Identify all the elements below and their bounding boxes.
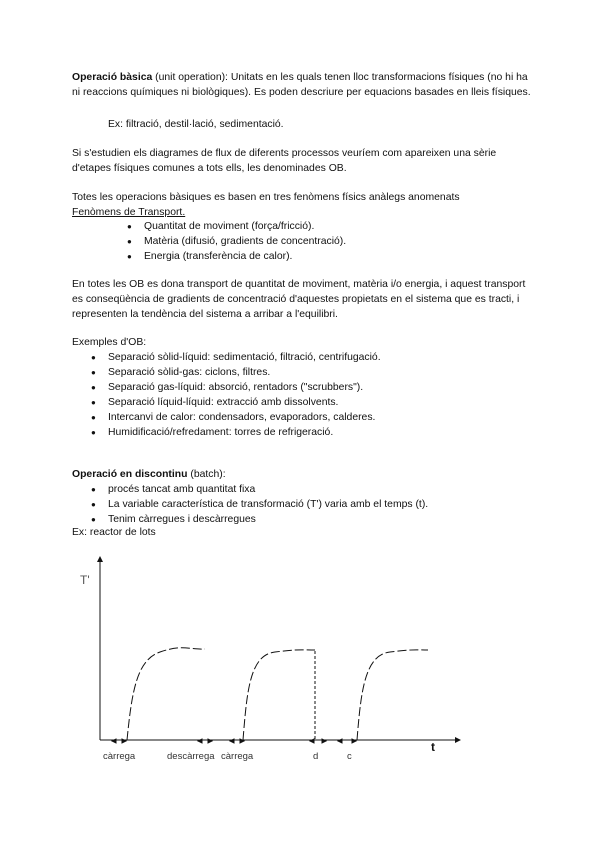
list-item: ● Tenim càrregues i descàrregues: [72, 512, 532, 527]
list-item: ● La variable característica de transformació (T') varia amb el temps (t).: [72, 497, 532, 512]
batch-title: Operació en discontinu: [72, 469, 188, 480]
cycle-3-curve: [357, 650, 428, 740]
list-item: ● Separació líquid-líquid: extracció amb dissolvents.: [72, 395, 532, 410]
list-item: ● Matèria (difusió, gradients de concentració).: [72, 234, 532, 249]
annotation-c: c: [347, 751, 352, 762]
y-axis-arrowhead: [97, 556, 103, 562]
annotation-descarrega: descàrrega: [167, 751, 215, 762]
cycle-2-curve: [243, 650, 315, 740]
list-item: ● Separació sòlid-gas: ciclons, filtres.: [72, 365, 532, 380]
x-axis-label: t: [431, 740, 435, 754]
phenomena-intro-text: Totes les operacions bàsiques es basen en tres fenòmens físics anàlegs anomenats: [72, 192, 460, 203]
list-item: ● Intercanvi de calor: condensadors, evaporadors, calderes.: [72, 410, 532, 425]
basic-operation-definition: (unit operation): Unitats en les quals tenen lloc transformacions físiques (no hi ha ni reaccions químiques ni biològiques). Es poden descriure per equacions basades en lleis físiques.: [72, 72, 531, 98]
list-item: ● Humidificació/refredament: torres de refrigeració.: [72, 425, 532, 440]
basic-operation-example: Ex: filtració, destil·lació, sedimentació.: [108, 119, 284, 130]
list-item: ● Separació sòlid-líquid: sedimentació, filtració, centrifugació.: [72, 350, 532, 365]
list-item: ● Separació gas-líquid: absorció, rentadors ("scrubbers").: [72, 380, 532, 395]
batch-example: Ex: reactor de lots: [72, 527, 156, 538]
x-axis-arrowhead: [455, 737, 461, 743]
basic-operation-title: Operació bàsica: [72, 72, 153, 83]
y-axis-label: T': [80, 573, 90, 587]
list-item: ● procés tancat amb quantitat fixa: [72, 482, 532, 497]
list-item: ● Energia (transferència de calor).: [72, 249, 532, 264]
phenomena-title: Fenòmens de Transport.: [72, 207, 186, 218]
list-item: ● Quantitat de moviment (força/fricció).: [72, 219, 532, 234]
annotation-d: d: [313, 751, 319, 762]
annotation-carrega-1: càrrega: [103, 751, 136, 762]
flow-diagrams-paragraph: Si s'estudien els diagrames de flux de diferents processos veuríem com apareixen una sèrie d'etapes físiques comunes a tots ells, les denominades OB.: [72, 148, 497, 174]
batch-subtitle: (batch):: [187, 469, 226, 480]
annotation-carrega-2: càrrega: [221, 751, 254, 762]
cycle-1-curve: [127, 648, 205, 740]
transport-paragraph: En totes les OB es dona transport de quantitat de moviment, matèria i/o energia, i aquest transport es conseqüència de gradients de concentració d'aquestes propietats en el sistema que es tracti, i representen la tendència del sistema a arribar a l'equilibri.: [72, 279, 526, 320]
examples-title: Exemples d'OB:: [72, 337, 147, 348]
